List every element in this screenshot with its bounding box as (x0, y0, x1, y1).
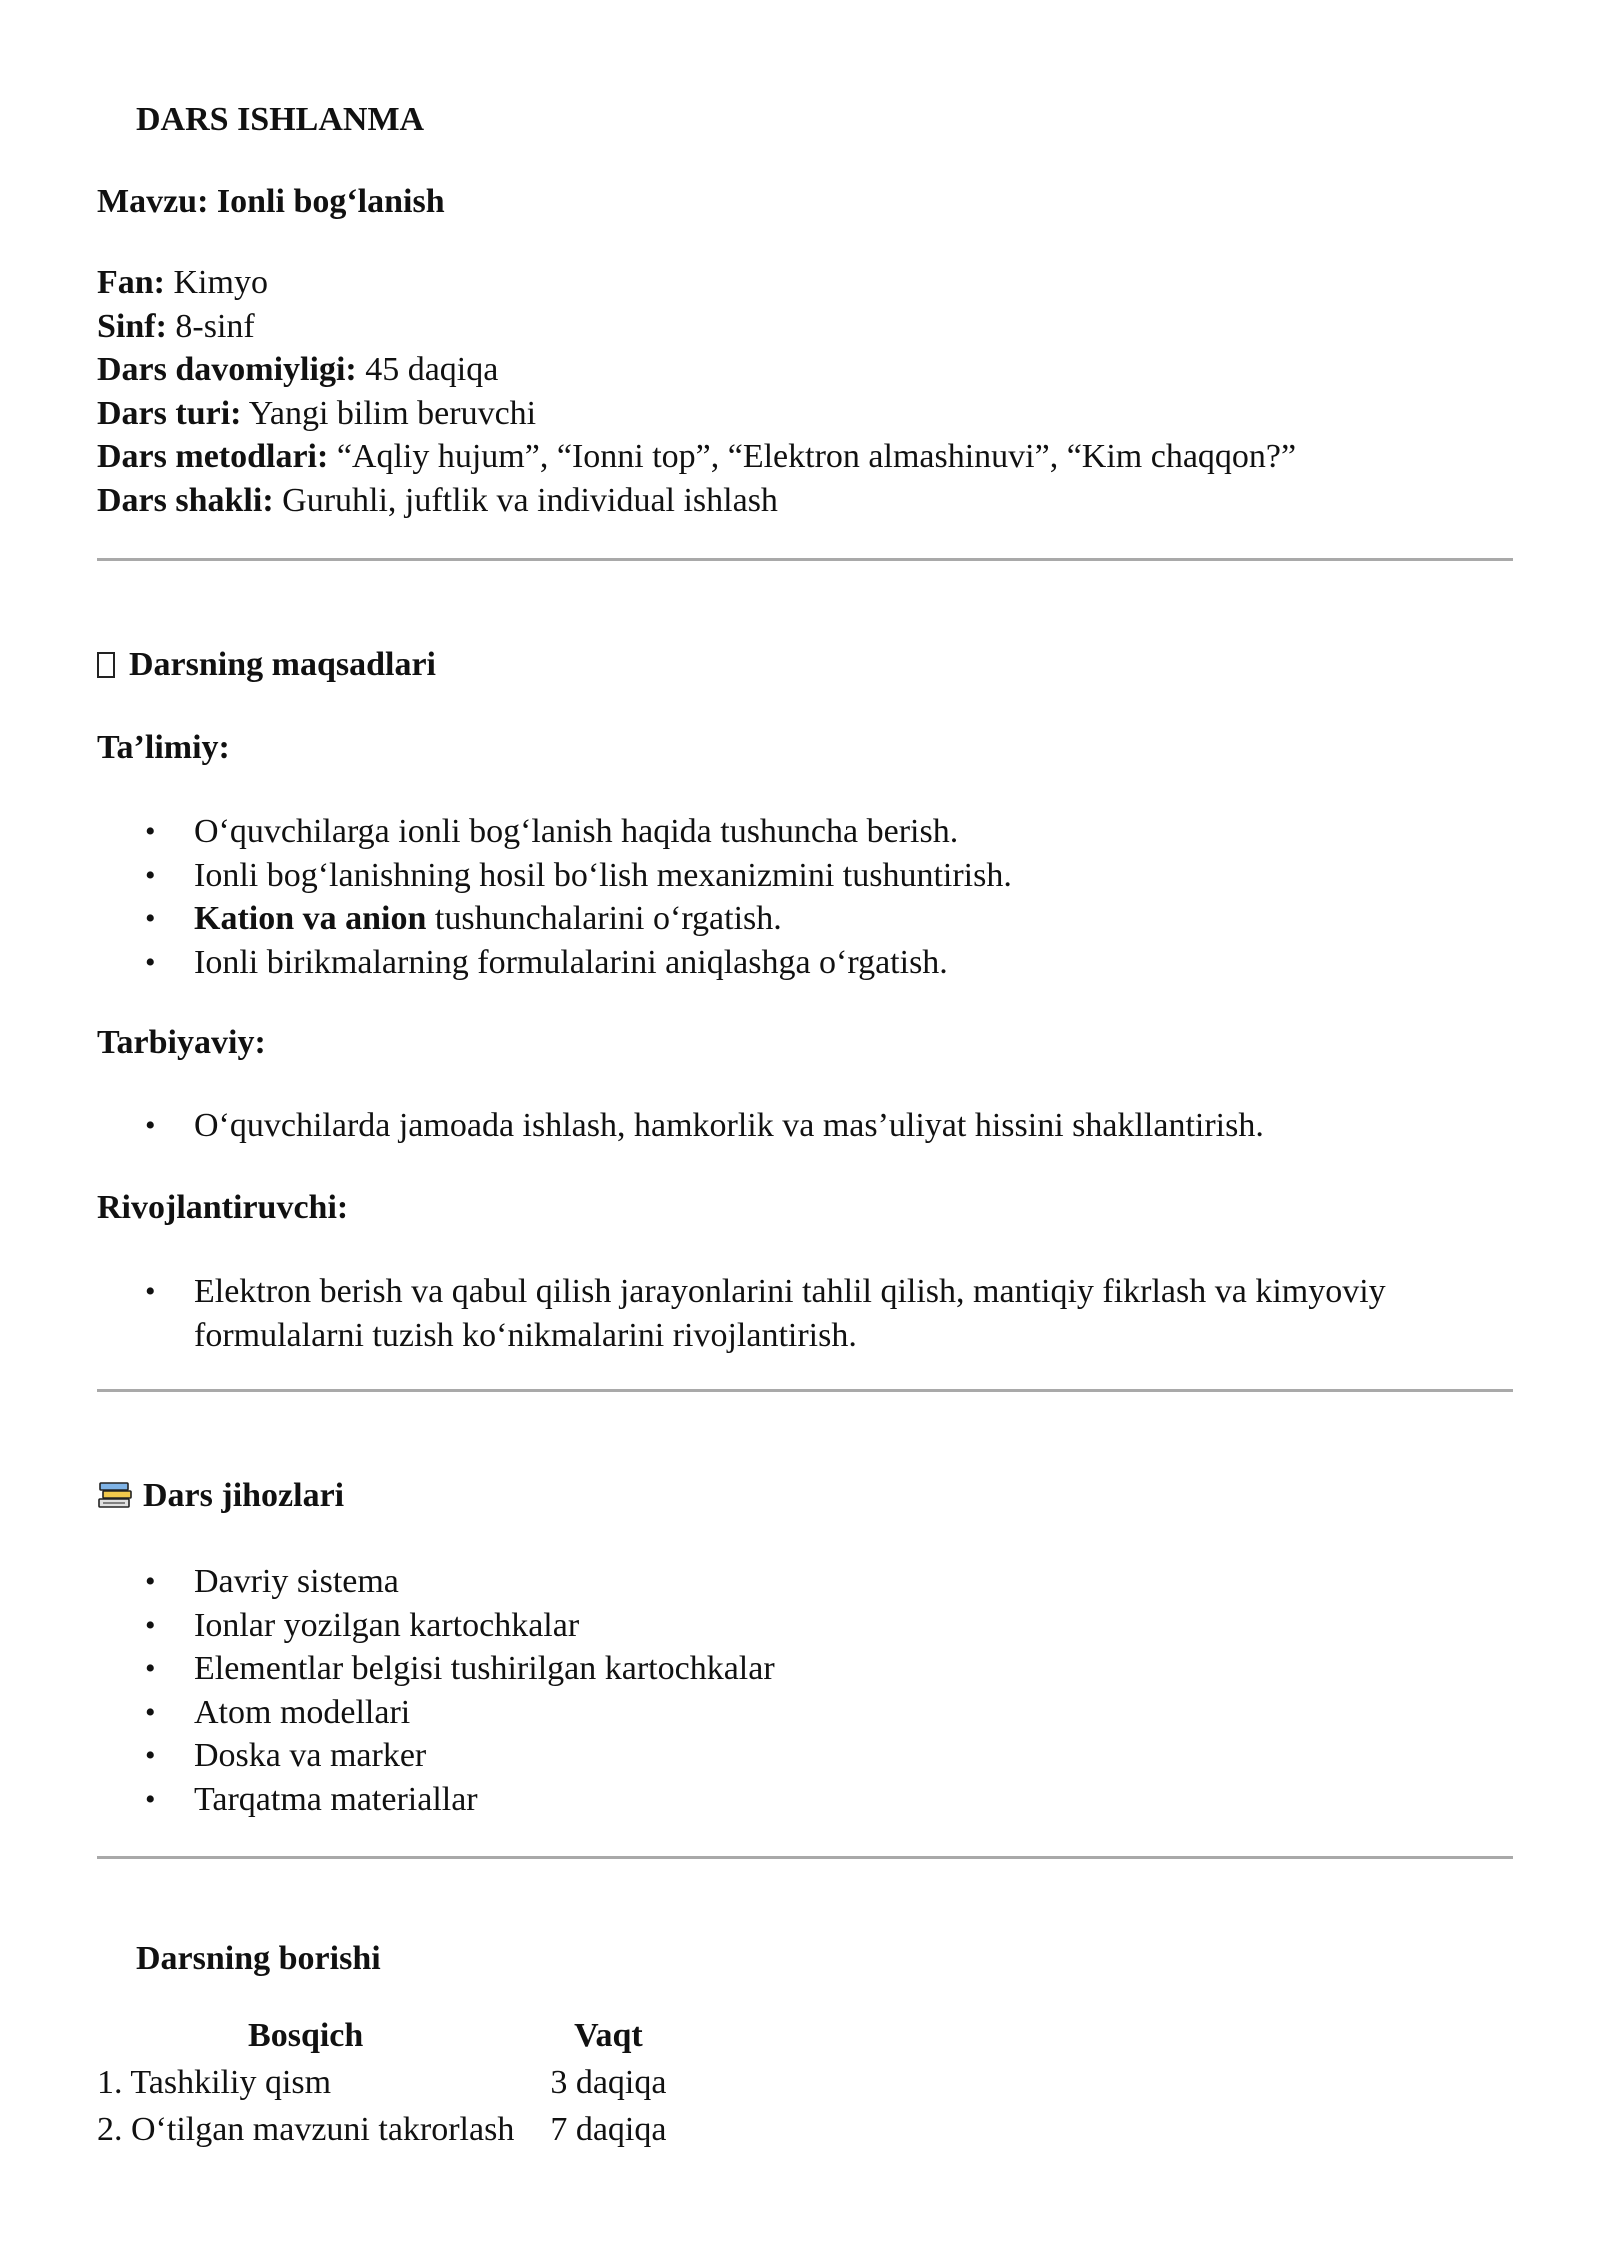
list-item (97, 1560, 1494, 1604)
equipment-heading (97, 1474, 344, 1518)
list-item-text: Atom modellari (194, 1693, 411, 1731)
meta-value: “Aqliy hujum”, “Ionni top”, “Elektron almashinuvi”, “Kim chaqqon?” (328, 438, 1297, 476)
list-item-text: O‘quvchilarda jamoada ishlash, hamkorlik va mas’uliyat hissini shakllantirish. (194, 1107, 1264, 1144)
list-item-text: Doska va marker (194, 1737, 427, 1775)
meta-label: Sinf: (97, 307, 167, 345)
time-cell: 3 daqiqa (550, 2064, 667, 2101)
meta-label: Dars metodlari: (97, 438, 329, 476)
meta-type (97, 392, 1296, 436)
list-item (97, 1734, 1494, 1778)
meta-form (97, 479, 1296, 523)
list-item (97, 854, 1494, 898)
list-item (97, 1691, 1494, 1735)
list-item (97, 897, 1494, 941)
list-item-text: Davriy sistema (194, 1563, 399, 1600)
section-divider (97, 1856, 1513, 1859)
list-item-bold: Kation va anion (194, 900, 427, 938)
upbringing-goals-list (97, 1104, 1494, 1148)
list-item (97, 810, 1494, 854)
stage-cell: 1. Tashkiliy qism (97, 2064, 332, 2101)
list-item-text: tushunchalarini o‘rgatish. (426, 900, 782, 938)
list-item (97, 1104, 1494, 1148)
list-item-text: Elektron berish va qabul qilish jarayonlarini tahlil qilish, mantiqiy fikrlash va kimyoviy formulalarni tuzish ko‘nikmalarini rivojlantirish. (194, 1273, 1386, 1354)
educational-heading: Ta’limiy: (97, 729, 230, 766)
books-icon (97, 1480, 133, 1510)
stage-cell: 2. O‘tilgan mavzuni takrorlash (97, 2111, 515, 2148)
equipment-heading-text: Dars jihozlari (143, 1477, 345, 1514)
meta-value: Guruhli, juftlik va individual ishlash (273, 481, 778, 519)
developmental-goals-list (97, 1270, 1454, 1357)
list-item-text: Elementlar belgisi tushirilgan kartochkalar (194, 1650, 775, 1688)
meta-label: Dars turi: (97, 394, 242, 432)
list-item-text: Ionlar yozilgan kartochkalar (194, 1606, 580, 1644)
meta-value: 45 daqiqa (356, 351, 499, 389)
meta-label: Dars shakli: (97, 481, 274, 519)
meta-label: Fan: (97, 264, 165, 301)
list-item-text: O‘quvchilarga ionli bog‘lanish haqida tushuncha berish. (194, 813, 959, 850)
lesson-flow-heading: Darsning borishi (136, 1940, 381, 1977)
missing-glyph-icon (97, 652, 115, 678)
meta-label: Dars davomiyligi: (97, 351, 357, 389)
meta-methods (97, 435, 1296, 479)
meta-value: 8-sinf (166, 307, 255, 345)
list-item-text: Tarqatma materiallar (194, 1780, 478, 1818)
section-divider (97, 1389, 1513, 1392)
list-item (97, 1270, 1454, 1357)
equipment-list (97, 1560, 1494, 1822)
table-row (97, 2059, 666, 2106)
list-item (97, 1604, 1494, 1648)
educational-goals-list (97, 810, 1494, 984)
list-item (97, 941, 1494, 985)
document-title: DARS ISHLANMA (136, 101, 425, 138)
meta-grade (97, 305, 1296, 349)
list-item (97, 1647, 1494, 1691)
meta-subject (97, 261, 1296, 305)
list-item-text: Ionli bog‘lanishning hosil bo‘lish mexanizmini tushuntirish. (194, 856, 1012, 894)
time-cell: 7 daqiqa (550, 2111, 667, 2148)
list-item-text: Ionli birikmalarning formulalarini aniqlashga o‘rgatish. (194, 943, 948, 981)
goals-heading (97, 643, 436, 687)
goals-heading-text: Darsning maqsadlari (129, 646, 436, 683)
table-header-row (97, 2012, 666, 2059)
lesson-meta-list (97, 261, 1296, 523)
list-item (97, 1778, 1494, 1822)
meta-value: Kimyo (165, 264, 268, 301)
meta-duration (97, 348, 1296, 392)
upbringing-heading: Tarbiyaviy: (97, 1024, 266, 1061)
column-header-stage: Bosqich (248, 2017, 364, 2054)
developmental-heading: Rivojlantiruvchi: (97, 1189, 349, 1226)
column-header-time: Vaqt (574, 2017, 643, 2054)
meta-value: Yangi bilim beruvchi (241, 394, 537, 432)
lesson-flow-table (97, 2012, 666, 2153)
section-divider (97, 558, 1513, 561)
topic-heading: Mavzu: Ionli bog‘lanish (97, 183, 445, 220)
table-row (97, 2106, 666, 2153)
